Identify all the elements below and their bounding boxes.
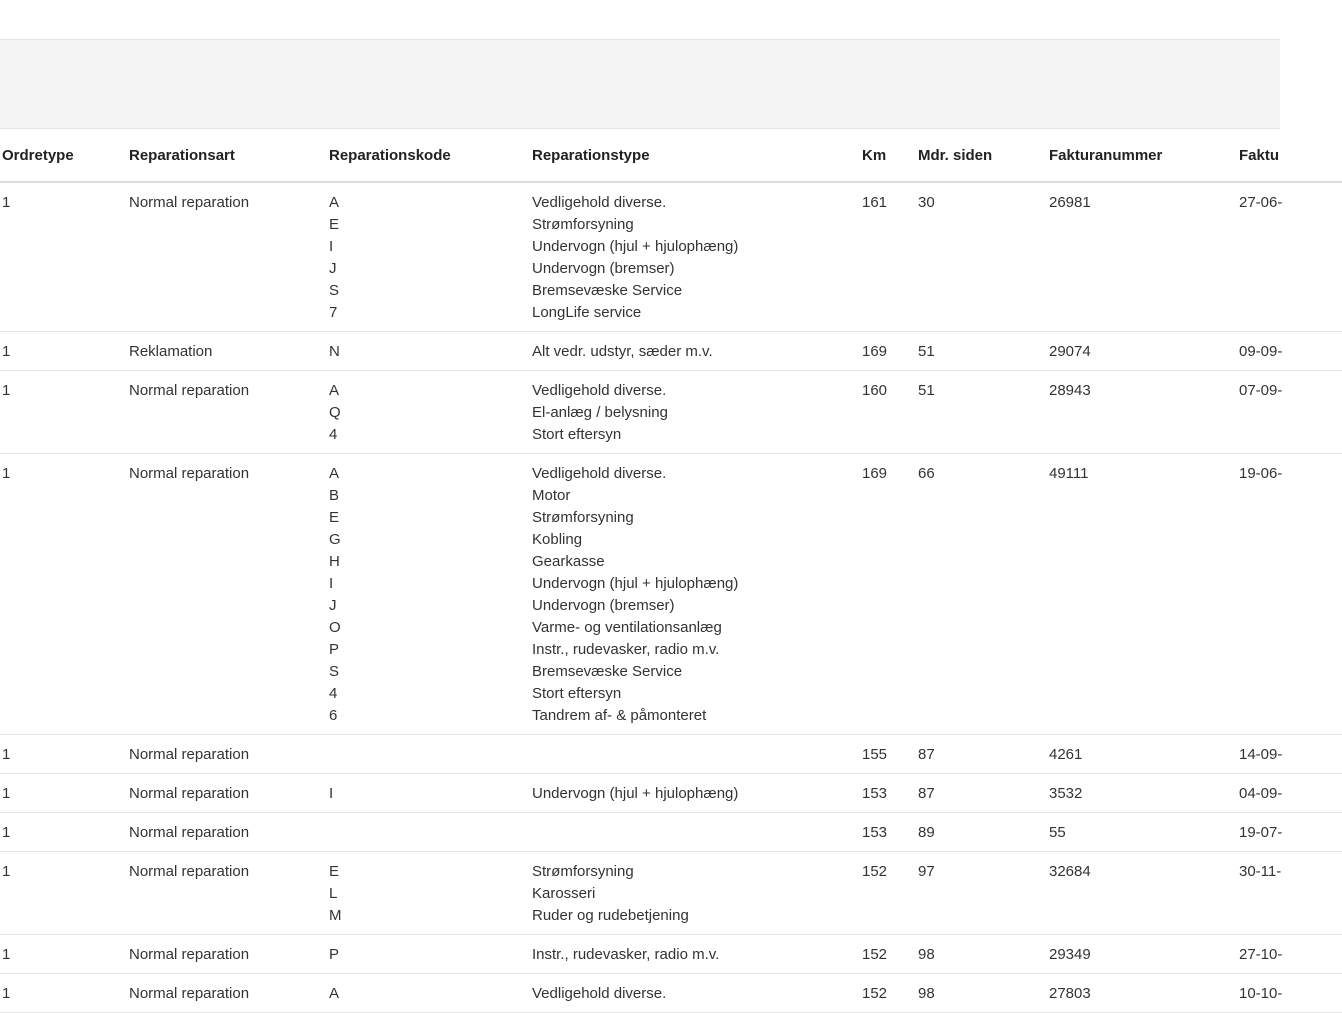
repair-type: LongLife service xyxy=(532,304,642,321)
cell-mdr-siden: 89 xyxy=(918,813,1049,852)
cell-mdr-siden: 98 xyxy=(918,935,1049,974)
cell-fakturadato: 04-09- xyxy=(1239,774,1342,813)
repair-code: 6 xyxy=(329,707,338,724)
repair-type: Vedligehold diverse. xyxy=(532,194,667,211)
cell-reparationstype xyxy=(532,852,862,935)
top-bar xyxy=(0,0,1280,40)
table-row xyxy=(0,774,1342,813)
cell-fakturadato: 19-07- xyxy=(1239,813,1342,852)
repair-type: Stort eftersyn xyxy=(532,426,622,443)
cell-reparationskode xyxy=(329,182,532,332)
repair-code: A xyxy=(329,382,340,399)
cell-fakturadato: 27-06- xyxy=(1239,182,1342,332)
cell-fakturanummer: 27803 xyxy=(1049,974,1239,1013)
cell-reparationstype xyxy=(532,454,862,735)
cell-ordretype: 1 xyxy=(0,371,129,454)
repair-type: Karosseri xyxy=(532,885,596,902)
repair-type: Ruder og rudebetjening xyxy=(532,907,689,924)
repair-type: Kobling xyxy=(532,531,583,548)
table-row xyxy=(0,371,1342,454)
repair-code: E xyxy=(329,509,340,526)
cell-reparationstype xyxy=(532,774,862,813)
cell-reparationskode xyxy=(329,774,532,813)
repair-type: Strømforsyning xyxy=(532,216,634,233)
header-reparationstype: Reparationstype xyxy=(532,129,862,182)
repair-code: A xyxy=(329,194,340,211)
cell-reparationsart: Normal reparation xyxy=(129,454,329,735)
cell-mdr-siden: 87 xyxy=(918,735,1049,774)
repair-code: J xyxy=(329,260,337,277)
cell-km: 160 xyxy=(862,371,918,454)
cell-ordretype: 1 xyxy=(0,935,129,974)
repair-code: A xyxy=(329,985,340,1002)
cell-reparationsart: Normal reparation xyxy=(129,974,329,1013)
repair-code: G xyxy=(329,531,341,548)
repair-code: L xyxy=(329,885,338,902)
cell-reparationsart: Normal reparation xyxy=(129,735,329,774)
cell-reparationstype xyxy=(532,935,862,974)
cell-reparationsart: Normal reparation xyxy=(129,774,329,813)
cell-fakturanummer: 26981 xyxy=(1049,182,1239,332)
cell-mdr-siden: 97 xyxy=(918,852,1049,935)
table-row xyxy=(0,735,1342,774)
table-row xyxy=(0,852,1342,935)
table-row xyxy=(0,182,1342,332)
table-row xyxy=(0,935,1342,974)
cell-reparationstype xyxy=(532,735,862,774)
repair-type: Vedligehold diverse. xyxy=(532,465,667,482)
table-row xyxy=(0,454,1342,735)
cell-reparationskode xyxy=(329,332,532,371)
repair-code: P xyxy=(329,946,340,963)
cell-fakturanummer: 28943 xyxy=(1049,371,1239,454)
cell-reparationstype xyxy=(532,974,862,1013)
cell-mdr-siden: 51 xyxy=(918,371,1049,454)
table-row xyxy=(0,332,1342,371)
repair-code: E xyxy=(329,216,340,233)
cell-ordretype: 1 xyxy=(0,454,129,735)
repair-type: Undervogn (bremser) xyxy=(532,260,675,277)
repair-type: Undervogn (hjul + hjulophæng) xyxy=(532,785,739,802)
repair-type: Instr., rudevasker, radio m.v. xyxy=(532,946,720,963)
header-reparationsart: Reparationsart xyxy=(129,129,329,182)
cell-fakturanummer: 49111 xyxy=(1049,454,1239,735)
cell-mdr-siden: 66 xyxy=(918,454,1049,735)
cell-fakturanummer: 29074 xyxy=(1049,332,1239,371)
repair-type: Stort eftersyn xyxy=(532,685,622,702)
cell-mdr-siden: 98 xyxy=(918,974,1049,1013)
cell-fakturadato: 14-09- xyxy=(1239,735,1342,774)
repair-history-table xyxy=(0,129,1342,1013)
repair-type: Strømforsyning xyxy=(532,863,634,880)
repair-type: Varme- og ventilationsanlæg xyxy=(532,619,722,636)
cell-ordretype: 1 xyxy=(0,332,129,371)
header-ordretype: Ordretype xyxy=(0,129,129,182)
cell-reparationstype xyxy=(532,371,862,454)
cell-reparationskode xyxy=(329,935,532,974)
cell-fakturanummer: 3532 xyxy=(1049,774,1239,813)
cell-reparationskode xyxy=(329,454,532,735)
repair-type: Instr., rudevasker, radio m.v. xyxy=(532,641,720,658)
cell-km: 153 xyxy=(862,813,918,852)
cell-km: 169 xyxy=(862,332,918,371)
header-band xyxy=(0,40,1280,129)
cell-ordretype: 1 xyxy=(0,735,129,774)
header-km: Km xyxy=(862,129,918,182)
repair-code: 7 xyxy=(329,304,338,321)
cell-reparationstype xyxy=(532,332,862,371)
cell-reparationsart: Normal reparation xyxy=(129,182,329,332)
repair-type: Gearkasse xyxy=(532,553,605,570)
cell-km: 169 xyxy=(862,454,918,735)
cell-reparationskode xyxy=(329,735,532,774)
repair-code: H xyxy=(329,553,340,570)
cell-mdr-siden: 30 xyxy=(918,182,1049,332)
cell-ordretype: 1 xyxy=(0,974,129,1013)
repair-type: Motor xyxy=(532,487,571,504)
repair-history-table-container[interactable] xyxy=(0,129,1283,1002)
header-reparationskode: Reparationskode xyxy=(329,129,532,182)
repair-type: Bremsevæske Service xyxy=(532,282,683,299)
cell-km: 152 xyxy=(862,852,918,935)
repair-code: J xyxy=(329,597,337,614)
cell-km: 153 xyxy=(862,774,918,813)
repair-type: Undervogn (hjul + hjulophæng) xyxy=(532,575,739,592)
cell-fakturadato: 09-09- xyxy=(1239,332,1342,371)
table-row xyxy=(0,974,1342,1013)
cell-mdr-siden: 87 xyxy=(918,774,1049,813)
cell-fakturadato: 27-10- xyxy=(1239,935,1342,974)
header-fakturanummer: Fakturanummer xyxy=(1049,129,1239,182)
cell-ordretype: 1 xyxy=(0,774,129,813)
repair-type: Alt vedr. udstyr, sæder m.v. xyxy=(532,343,713,360)
table-row xyxy=(0,813,1342,852)
repair-code: I xyxy=(329,785,334,802)
cell-km: 152 xyxy=(862,974,918,1013)
repair-type: Vedligehold diverse. xyxy=(532,382,667,399)
cell-reparationskode xyxy=(329,813,532,852)
cell-reparationsart: Normal reparation xyxy=(129,813,329,852)
cell-ordretype: 1 xyxy=(0,852,129,935)
repair-type: Vedligehold diverse. xyxy=(532,985,667,1002)
cell-fakturadato: 10-10- xyxy=(1239,974,1342,1013)
cell-km: 161 xyxy=(862,182,918,332)
repair-code: M xyxy=(329,907,342,924)
repair-code: A xyxy=(329,465,340,482)
repair-code: S xyxy=(329,282,340,299)
cell-fakturanummer: 55 xyxy=(1049,813,1239,852)
cell-reparationskode xyxy=(329,371,532,454)
cell-reparationsart: Normal reparation xyxy=(129,371,329,454)
cell-km: 155 xyxy=(862,735,918,774)
cell-reparationstype xyxy=(532,813,862,852)
repair-code: B xyxy=(329,487,340,504)
repair-type: Tandrem af- & påmonteret xyxy=(532,707,707,724)
cell-mdr-siden: 51 xyxy=(918,332,1049,371)
table-header-row xyxy=(0,129,1342,182)
repair-code: E xyxy=(329,863,340,880)
cell-reparationsart: Normal reparation xyxy=(129,852,329,935)
repair-code: 4 xyxy=(329,426,338,443)
repair-code: O xyxy=(329,619,341,636)
cell-reparationskode xyxy=(329,852,532,935)
repair-code: N xyxy=(329,343,340,360)
cell-reparationsart: Reklamation xyxy=(129,332,329,371)
cell-reparationsart: Normal reparation xyxy=(129,935,329,974)
repair-type: Strømforsyning xyxy=(532,509,634,526)
cell-fakturanummer: 32684 xyxy=(1049,852,1239,935)
repair-code: I xyxy=(329,575,334,592)
repair-code: S xyxy=(329,663,340,680)
cell-km: 152 xyxy=(862,935,918,974)
header-mdr-siden: Mdr. siden xyxy=(918,129,1049,182)
cell-reparationskode xyxy=(329,974,532,1013)
header-fakturadato: Faktu xyxy=(1239,129,1342,182)
cell-fakturadato: 07-09- xyxy=(1239,371,1342,454)
cell-fakturanummer: 4261 xyxy=(1049,735,1239,774)
cell-ordretype: 1 xyxy=(0,813,129,852)
repair-type: El-anlæg / belysning xyxy=(532,404,668,421)
repair-code: P xyxy=(329,641,340,658)
repair-type: Undervogn (hjul + hjulophæng) xyxy=(532,238,739,255)
cell-fakturanummer: 29349 xyxy=(1049,935,1239,974)
repair-type: Undervogn (bremser) xyxy=(532,597,675,614)
repair-code: Q xyxy=(329,404,341,421)
cell-fakturadato: 30-11- xyxy=(1239,852,1342,935)
repair-code: I xyxy=(329,238,334,255)
cell-fakturadato: 19-06- xyxy=(1239,454,1342,735)
table-body xyxy=(0,182,1342,1013)
cell-ordretype: 1 xyxy=(0,182,129,332)
cell-reparationstype xyxy=(532,182,862,332)
repair-type: Bremsevæske Service xyxy=(532,663,683,680)
repair-code: 4 xyxy=(329,685,338,702)
